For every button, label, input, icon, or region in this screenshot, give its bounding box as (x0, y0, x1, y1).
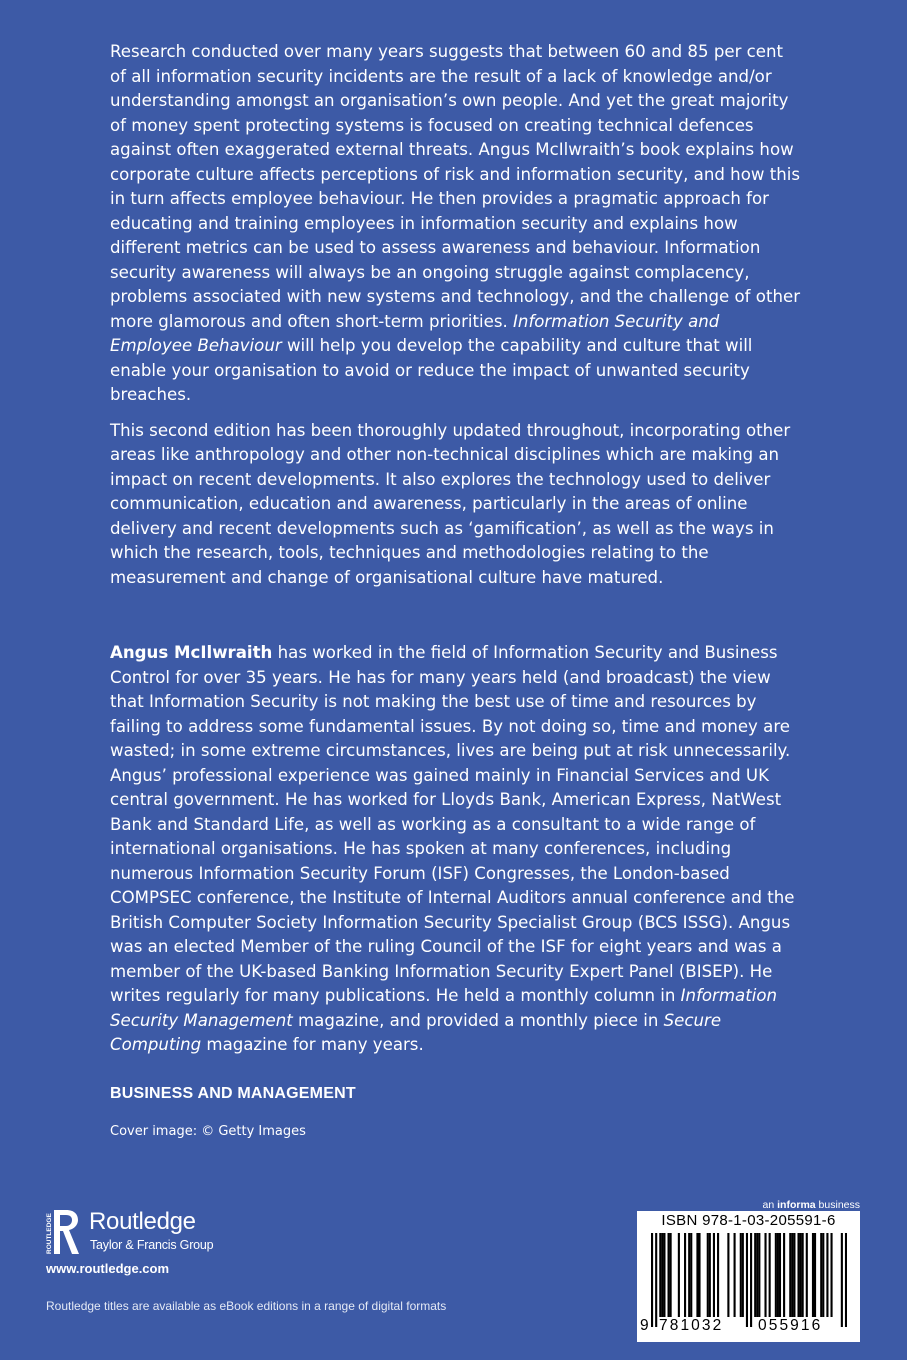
isbn-label: ISBN 978-1-03-205591-6 (661, 1212, 836, 1229)
barcode-bar (841, 1233, 843, 1327)
barcode-bar (717, 1233, 719, 1317)
barcode-bar (802, 1233, 804, 1317)
publisher-name: Routledge (89, 1208, 196, 1235)
barcode-bar (783, 1233, 785, 1317)
author-name: Angus McIlwraith (110, 643, 273, 662)
barcode-bar (845, 1233, 847, 1327)
author-bio (110, 641, 800, 1058)
barcode-bar (769, 1233, 771, 1317)
author-bio-text: magazine, and provided a monthly piece in (292, 1010, 664, 1030)
blurb-text-end: will help you develop the capability and culture that will enable your organisation to avoid or reduce the impact of unwanted security breaches. (110, 336, 753, 404)
cover-copy (110, 40, 800, 1069)
barcode-bar (659, 1233, 661, 1317)
barcode-bar (651, 1233, 653, 1327)
barcode-bar (806, 1233, 808, 1317)
barcode-digit-group-1: 781032 (659, 1317, 724, 1334)
barcode-bar (754, 1233, 756, 1317)
barcode-bar (822, 1233, 824, 1317)
barcode-bar (764, 1233, 766, 1317)
barcode-bar (684, 1233, 686, 1317)
barcode-bar (698, 1233, 700, 1317)
barcode-bar (740, 1233, 742, 1317)
routledge-logo-icon (44, 1206, 82, 1258)
barcode-bar (826, 1233, 828, 1317)
ebook-availability-note: Routledge titles are available as eBook editions in a range of digital formats (46, 1299, 447, 1313)
publication-title: Secure Computing (110, 1010, 722, 1054)
barcode-bar (791, 1233, 793, 1317)
barcode-bar (814, 1233, 816, 1317)
barcode-bar (670, 1233, 672, 1317)
barcode-bar (812, 1233, 814, 1317)
barcode-bar (775, 1233, 777, 1317)
barcode-bar (734, 1233, 736, 1317)
author-bio-text: magazine for many years. (201, 1035, 424, 1054)
barcode-bar (727, 1233, 729, 1317)
barcode-bar (678, 1233, 680, 1317)
barcode-bar (800, 1233, 802, 1317)
informa-prefix: an (762, 1199, 778, 1211)
barcode-bar (709, 1233, 711, 1317)
barcode-bar (655, 1233, 657, 1327)
barcode-bar (746, 1233, 748, 1327)
logo-vertical-text: ROUTLEDGE (46, 1213, 53, 1254)
publisher-group: Taylor & Francis Group (90, 1238, 214, 1252)
publisher-website[interactable]: www.routledge.com (46, 1261, 170, 1276)
informa-brand: informa (777, 1199, 816, 1211)
barcode-bar (688, 1233, 690, 1317)
barcode-bar (793, 1233, 795, 1317)
cover-image-credit: Cover image: © Getty Images (110, 1124, 306, 1139)
barcode-bar (789, 1233, 791, 1317)
book-title-italic: Information Security and Employee Behaviour (110, 311, 720, 355)
barcode-lead-digit: 9 (640, 1317, 649, 1334)
barcode-bar (668, 1233, 670, 1317)
barcode-bar (779, 1233, 781, 1317)
barcode-bar (690, 1233, 692, 1317)
barcode-bar (830, 1233, 832, 1317)
barcode-bar (758, 1233, 760, 1317)
barcode-bar (696, 1233, 698, 1317)
blurb-paragraph-2: This second edition has been thoroughly updated throughout, incorporating other areas like anthropology and other non-technical disciplines which are making an impact on recent developments. It also explores the technology used to deliver communication, education and awareness, particularly in the areas of online delivery and recent developments such as ‘gamification’, as well as the ways in which the research, tools, techniques and methodologies relating to the measurement and change of organisational culture have matured. (110, 420, 791, 587)
barcode-bar (820, 1233, 822, 1317)
blurb-paragraph-1 (110, 40, 800, 408)
informa-suffix: business (815, 1199, 860, 1211)
barcode-icon (651, 1233, 847, 1327)
barcode-bar (777, 1233, 779, 1317)
informa-business-tag (763, 1199, 860, 1211)
blurb-text: Research conducted over many years suggests that between 60 and 85 per cent of all information security incidents are the result of a lack of knowledge and/or understanding amongst an organisation’s own people. And yet the great majority of money spent protecting systems is focused on creating technical defences against often exaggerated external threats. Angus McIlwraith’s book explains how corporate culture affects perceptions of risk and information security, and how this in turn affects employee behaviour. He then provides a pragmatic approach for educating and training employees in information security and explains how different metrics can be used to assess awareness and behaviour. Information security awareness will always be an ongoing struggle against complacency, problems associated with new systems and technology, and the challenge of other more glamorous and often short-term priorities. (110, 42, 801, 331)
barcode-digit-group-2: 055916 (758, 1317, 823, 1334)
publisher-logo (44, 1206, 244, 1258)
barcode-bar (663, 1233, 665, 1317)
barcode-bar (713, 1233, 715, 1317)
barcode-bar (797, 1233, 799, 1317)
barcode-bar (707, 1233, 709, 1317)
publication-title: Information Security Management (110, 986, 778, 1030)
isbn-barcode (637, 1211, 860, 1342)
barcode-bar (661, 1233, 663, 1317)
subject-category: BUSINESS AND MANAGEMENT (110, 1085, 356, 1102)
author-bio-text: has worked in the field of Information Security and Business Control for over 35 years. He has for many years held (and broadcast) the view that Information Security is not making the best use of time and resources by failing to address some fundamental issues. By not doing so, time and money are wasted; in some extreme circumstances, lives are being put at risk unnecessarily. Angus’ professional experience was gained mainly in Financial Services and UK central government. He has worked for Lloyds Bank, American Express, NatWest Bank and Standard Life, as well as working as a consultant to a wide range of international organisations. He has spoken at many conferences, including numerous Information Security Forum (ISF) Congresses, the London-based COMPSEC conference, the Institute of Internal Auditors annual conference and the British Computer Society Information Security Specialist Group (BCS ISSG). Angus was an elected Member of the ruling Council of the ISF for eight years and was a member of the UK-based Banking Information Security Expert Panel (BISEP). He writes regularly for many publications. He held a monthly column in (110, 643, 795, 1005)
barcode-bar (756, 1233, 758, 1317)
barcode-bar (750, 1233, 752, 1327)
barcode-bar (742, 1233, 744, 1317)
